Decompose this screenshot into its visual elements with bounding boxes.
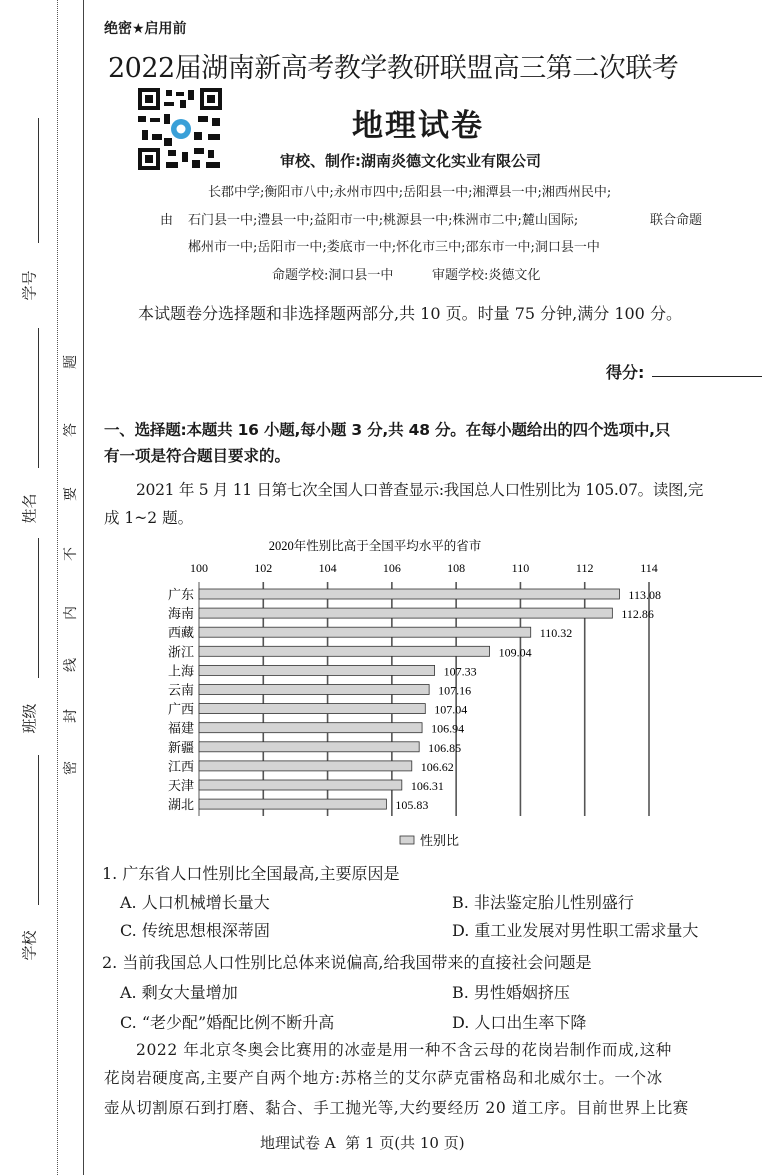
tick-label: 108 xyxy=(447,561,466,575)
bar xyxy=(199,761,412,771)
field-underline xyxy=(38,328,39,468)
tick-label: 112 xyxy=(575,561,594,575)
legend-label: 性别比 xyxy=(420,833,460,848)
category-label: 广东 xyxy=(167,587,194,602)
tick-label: 102 xyxy=(254,561,273,575)
answer-option[interactable]: C. 传统思想根深蒂固 xyxy=(120,921,270,940)
seal-char: 不 xyxy=(63,547,79,561)
value-label: 112.86 xyxy=(621,607,654,622)
field-underline xyxy=(38,755,39,905)
schools-suffix: 联合命题 xyxy=(650,213,703,228)
page-footer: 地理试卷 A 第 1 页(共 10 页) xyxy=(260,1134,465,1152)
tick-label: 104 xyxy=(318,561,337,575)
value-label: 106.31 xyxy=(410,779,444,793)
seal-char: 内 xyxy=(63,606,79,620)
exam-title: 2022届湖南新高考教学教研联盟高三第二次联考 xyxy=(108,53,679,84)
schools-line-1: 长郡中学;衡阳市八中;永州市四中;岳阳县一中;湘潭县一中;湘西州民中; xyxy=(208,185,612,200)
bar xyxy=(199,627,531,637)
producer-line: 审校、制作:湖南炎德文化实业有限公司 xyxy=(280,152,542,170)
legend-swatch xyxy=(400,836,414,844)
score-field[interactable] xyxy=(652,376,762,377)
answer-option[interactable]: C. “老少配”婚配比例不断升高 xyxy=(120,1013,335,1032)
value-label: 106.62 xyxy=(420,759,454,774)
tick-label: 100 xyxy=(190,561,208,575)
category-label: 新疆 xyxy=(167,739,194,755)
question-stem: 1. 广东省人口性别比全国最高,主要原因是 xyxy=(102,864,400,883)
seal-char: 封 xyxy=(63,709,79,723)
category-label: 浙江 xyxy=(167,644,194,660)
bar xyxy=(199,608,612,618)
bar xyxy=(199,665,435,675)
passage-line: 壶从切割原石到打磨、黏合、手工抛光等,大约要经历 20 道工序。目前世界上比赛 xyxy=(104,1099,689,1117)
subject-title: 地理试卷 xyxy=(352,108,484,144)
value-label: 107.33 xyxy=(443,664,477,679)
secret-mark: 绝密★启用前 xyxy=(104,21,187,37)
intro-text: 2021 年 5 月 11 日第七次全国人口普查显示:我国总人口性别比为 105.07。读图,完 xyxy=(136,481,704,499)
tick-label: 106 xyxy=(382,561,401,575)
field-name: 姓名 xyxy=(20,493,39,524)
category-label: 天津 xyxy=(167,778,194,793)
seal-char: 要 xyxy=(63,487,79,501)
bar xyxy=(199,780,402,790)
bar xyxy=(199,723,422,733)
answer-option[interactable]: B. 非法鉴定胎儿性别盛行 xyxy=(452,893,634,912)
intro-text-cont: 成 1~2 题。 xyxy=(104,509,194,527)
bar xyxy=(199,646,490,656)
category-label: 福建 xyxy=(167,720,194,736)
passage-line: 花岗岩硬度高,主要产自两个地方:苏格兰的艾尔萨克雷格岛和北威尔士。一个冰 xyxy=(104,1069,663,1087)
dotted-cut-line xyxy=(57,0,58,1175)
section-heading: 一、选择题:本题共 16 小题,每小题 3 分,共 48 分。在每小题给出的四个选项中,只 xyxy=(104,421,671,439)
field-underline xyxy=(38,118,39,243)
tick-label: 114 xyxy=(640,561,658,575)
category-label: 广西 xyxy=(167,701,194,717)
seal-char: 密 xyxy=(63,761,79,775)
score-label: 得分: xyxy=(606,363,645,382)
value-label: 113.08 xyxy=(628,588,661,602)
section-heading-cont: 有一项是符合题目要求的。 xyxy=(104,447,291,465)
field-school: 学校 xyxy=(20,930,39,961)
field-class: 班级 xyxy=(20,703,39,734)
category-label: 江西 xyxy=(167,758,194,774)
question-stem: 2. 当前我国总人口性别比总体来说偏高,给我国带来的直接社会问题是 xyxy=(102,953,592,972)
seal-char: 线 xyxy=(63,658,79,672)
schools-prefix: 由 xyxy=(160,213,174,228)
review-school: 审题学校:炎德文化 xyxy=(432,268,541,283)
bar xyxy=(199,799,386,809)
value-label: 109.04 xyxy=(498,645,532,660)
answer-option[interactable]: D. 重工业发展对男性职工需求量大 xyxy=(452,921,699,940)
value-label: 105.83 xyxy=(395,798,429,813)
margin-border-line xyxy=(83,0,84,1175)
category-label: 云南 xyxy=(167,682,194,698)
category-label: 上海 xyxy=(167,663,194,679)
value-label: 106.85 xyxy=(428,740,462,755)
seal-char: 题 xyxy=(63,355,79,369)
bar xyxy=(199,742,419,752)
passage-line: 2022 年北京冬奥会比赛用的冰壶是用一种不含云母的花岗岩制作而成,这种 xyxy=(136,1041,672,1059)
bar xyxy=(199,685,429,695)
tick-label: 110 xyxy=(511,561,530,575)
qr-code[interactable] xyxy=(138,88,222,170)
field-underline xyxy=(38,538,39,678)
value-label: 107.04 xyxy=(434,702,468,717)
instructions: 本试题卷分选择题和非选择题两部分,共 10 页。时量 75 分钟,满分 100 分。 xyxy=(138,304,682,323)
chart-title: 2020年性别比高于全国平均水平的省市 xyxy=(268,539,482,553)
answer-option[interactable]: A. 人口机械增长量大 xyxy=(120,893,270,912)
bar xyxy=(199,589,619,599)
answer-option[interactable]: D. 人口出生率下降 xyxy=(452,1013,587,1032)
answer-option[interactable]: A. 剩女大量增加 xyxy=(120,983,238,1002)
answer-option[interactable]: B. 男性婚姻挤压 xyxy=(452,983,570,1002)
schools-line-3: 郴州市一中;岳阳市一中;娄底市一中;怀化市三中;邵东市一中;洞口县一中 xyxy=(188,240,600,255)
value-label: 107.16 xyxy=(438,683,472,698)
sex-ratio-bar-chart xyxy=(150,530,730,855)
category-label: 西藏 xyxy=(167,625,194,641)
value-label: 110.32 xyxy=(539,626,573,641)
schools-line-2: 石门县一中;澧县一中;益阳市一中;桃源县一中;株洲市二中;麓山国际; xyxy=(188,213,579,228)
value-label: 106.94 xyxy=(431,721,465,736)
setter-school: 命题学校:洞口县一中 xyxy=(272,268,394,283)
seal-char: 答 xyxy=(63,423,79,437)
bar xyxy=(199,704,425,714)
category-label: 湖北 xyxy=(167,797,194,813)
field-student-number: 学号 xyxy=(20,270,39,301)
category-label: 海南 xyxy=(167,606,194,622)
